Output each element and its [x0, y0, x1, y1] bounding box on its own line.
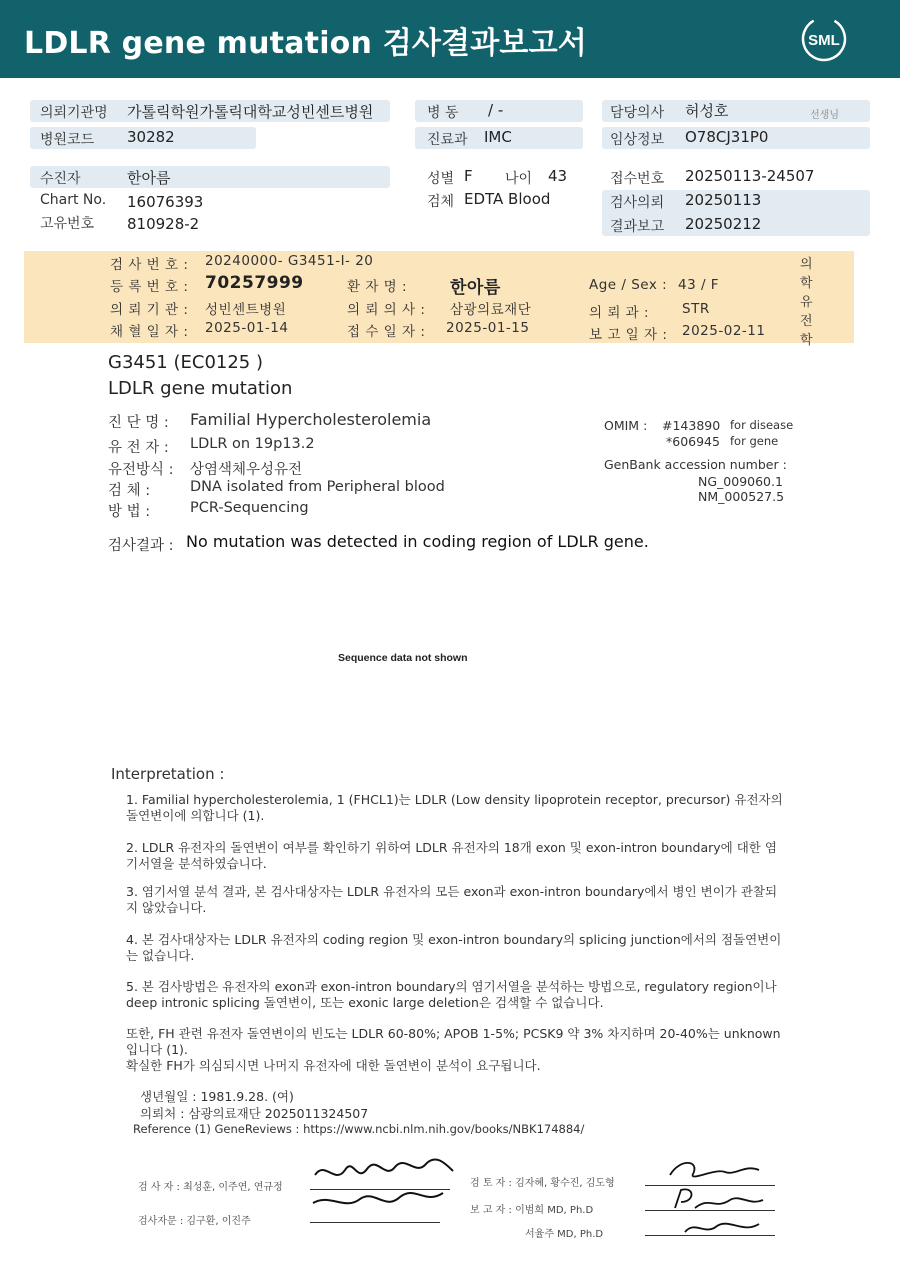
gene-value: LDLR on 19p13.2	[190, 436, 315, 452]
genbank-ng: NG_009060.1	[698, 474, 783, 489]
doctor-value: 허성호	[685, 102, 729, 120]
omim-disease-for: for disease	[730, 418, 794, 432]
birth-date: 생년월일 : 1981.9.28. (여)	[140, 1089, 294, 1104]
specimen-value-2: DNA isolated from Peripheral blood	[190, 479, 445, 495]
band-dept-label: 의 뢰 과 :	[589, 305, 650, 321]
omim-disease: #143890	[662, 418, 721, 433]
band-req-doc-label: 의 뢰 의 사 :	[347, 302, 426, 318]
advisor-names: 검사자문 : 김구환, 이진주	[138, 1216, 251, 1227]
receipt-value: 20250113-24507	[685, 167, 815, 185]
specimen-value: EDTA Blood	[464, 190, 551, 208]
interpretation-title: Interpretation :	[111, 765, 225, 783]
omim-label: OMIM :	[604, 418, 648, 433]
interpretation-item-4: 4. 본 검사대상자는 LDLR 유전자의 coding region 및 exon-intron boundary의 splicing junction에서의 점돌연변이는 없습니다.	[126, 932, 782, 963]
header-bar	[0, 0, 900, 78]
chart-value: 16076393	[127, 193, 204, 211]
reference: Reference (1) GeneReviews : https://www.ncbi.nlm.nih.gov/books/NBK174884/	[133, 1122, 585, 1136]
ward-value: / -	[488, 101, 504, 119]
band-test-no-label: 검 사 번 호 :	[110, 257, 189, 273]
patient-name-value: 한아름	[127, 169, 171, 187]
tester-names: 검 사 자 : 최성훈, 이주연, 연규정	[138, 1182, 283, 1193]
band-recv-label: 접 수 일 자 :	[347, 324, 426, 340]
band-reg-no: 70257999	[205, 273, 304, 293]
tester-signature	[305, 1145, 465, 1235]
report-title: LDLR gene mutation 검사결과보고서	[24, 26, 587, 61]
band-patient: 한아름	[450, 278, 501, 298]
dept-value: IMC	[484, 128, 512, 146]
band-test-no: 20240000- G3451-I- 20	[205, 253, 374, 269]
band-vertical-char: 학	[800, 276, 813, 291]
patient-name-label: 수진자	[40, 171, 81, 187]
interpretation-note: 또한, FH 관련 유전자 돌연변이의 빈도는 LDLR 60-80%; APOB 1-5%; PCSK9 약 3% 차지하며 20-40%는 unknown 입니다 (1).	[126, 1026, 781, 1057]
band-recv: 2025-01-15	[446, 320, 530, 336]
doctor-label: 담당의사	[610, 105, 665, 121]
band-vertical-char: 유	[800, 295, 813, 310]
patient-name-row	[30, 166, 390, 188]
clinical-label: 임상정보	[610, 132, 665, 148]
ward-label: 병 동	[427, 105, 459, 121]
sml-logo	[800, 15, 848, 63]
test-code: G3451 (EC0125 )	[108, 352, 263, 373]
omim-gene: *606945	[666, 434, 720, 449]
band-patient-label: 환 자 명 :	[347, 279, 408, 295]
band-vertical-char: 의	[800, 257, 813, 272]
band-vertical-char: 학	[800, 333, 813, 348]
test-name: LDLR gene mutation	[108, 378, 293, 399]
reviewer-signature	[655, 1150, 775, 1242]
specimen-label: 검체	[427, 194, 455, 210]
diagnosis-value: Familial Hypercholesterolemia	[190, 410, 432, 429]
age-label: 나이	[505, 171, 533, 187]
report-date-value: 20250212	[685, 215, 762, 233]
test-request-label: 검사의뢰	[610, 195, 665, 211]
reviewer-names: 검 토 자 : 김자혜, 황수진, 김도형	[470, 1178, 615, 1189]
specimen-label-2: 검 체 :	[108, 483, 151, 499]
inheritance-value: 상염색체우성유전	[190, 462, 303, 478]
result-label: 검사결과 :	[108, 538, 174, 554]
uid-label: 고유번호	[40, 216, 95, 232]
gene-label: 유 전 자 :	[108, 440, 169, 456]
institution-value: 가톨릭학원가톨릭대학교성빈센트병원	[127, 103, 374, 121]
genbank-nm: NM_000527.5	[698, 489, 785, 504]
omim-gene-for: for gene	[730, 434, 779, 448]
clinical-value: O78CJ31P0	[685, 128, 769, 146]
band-inst: 성빈센트병원	[205, 302, 287, 318]
client-info: 의뢰처 : 삼광의료재단 2025011324507	[140, 1106, 369, 1121]
sex-label: 성별	[427, 171, 455, 187]
sequence-note: Sequence data not shown	[338, 652, 468, 664]
hospital-code-value: 30282	[127, 128, 175, 146]
band-vertical-char: 전	[800, 314, 813, 329]
reporter-name: 보 고 자 : 이범희 MD, Ph.D	[470, 1205, 594, 1216]
band-rep: 2025-02-11	[682, 323, 766, 339]
interpretation-note-2: 확실한 FH가 의심되시면 나머지 유전자에 대한 돌연변이 분석이 요구됩니다.	[126, 1058, 541, 1073]
chart-label: Chart No.	[40, 192, 107, 208]
band-draw-label: 채 혈 일 자 :	[110, 324, 189, 340]
band-draw: 2025-01-14	[205, 320, 289, 336]
method-label: 방 법 :	[108, 504, 151, 520]
result-value: No mutation was detected in coding region of LDLR gene.	[186, 532, 649, 551]
svg-text:SML: SML	[808, 32, 840, 49]
band-agesex-label: Age / Sex :	[589, 277, 668, 293]
inheritance-label: 유전방식 :	[108, 462, 174, 478]
dept-label: 진료과	[427, 132, 468, 148]
interpretation-item-5: 5. 본 검사방법은 유전자의 exon과 exon-intron boundary의 염기서열을 분석하는 방법으로, regulatory region이나 deep intronic splicing 돌연변이, 또는 exonic large deletion은 검색할 수 없습니다.	[126, 979, 777, 1010]
institution-label: 의뢰기관명	[40, 105, 108, 121]
interpretation-item-2: 2. LDLR 유전자의 돌연변이 여부를 확인하기 위하여 LDLR 유전자의 18개 exon 및 exon-intron boundary에 대한 염기서열을 분석하였습니다.	[126, 840, 777, 871]
band-reg-no-label: 등 록 번 호 :	[110, 279, 189, 295]
diagnosis-label: 진 단 명 :	[108, 415, 169, 431]
band-req-doc: 삼광의료재단	[450, 302, 532, 318]
interpretation-item-3: 3. 염기서열 분석 결과, 본 검사대상자는 LDLR 유전자의 모든 exon과 exon-intron boundary에서 병인 변이가 관찰되지 않았습니다.	[126, 884, 778, 915]
doctor-suffix: 선생님	[810, 110, 839, 121]
band-rep-label: 보 고 일 자 :	[589, 327, 668, 343]
interpretation-item-1: 1. Familial hypercholesterolemia, 1 (FHCL1)는 LDLR (Low density lipoprotein receptor, precursor) 유전자의 돌연변이에 의합니다 (1).	[126, 792, 783, 823]
report-date-label: 결과보고	[610, 219, 665, 235]
band-dept: STR	[682, 301, 710, 317]
sex-value: F	[464, 167, 473, 185]
test-request-value: 20250113	[685, 191, 762, 209]
hospital-code-label: 병원코드	[40, 132, 95, 148]
uid-value: 810928-2	[127, 215, 200, 233]
receipt-label: 접수번호	[610, 171, 665, 187]
band-agesex: 43 / F	[678, 277, 720, 293]
age-value: 43	[548, 167, 568, 185]
method-value: PCR-Sequencing	[190, 500, 309, 516]
genbank-label: GenBank accession number :	[604, 457, 787, 472]
band-inst-label: 의 뢰 기 관 :	[110, 302, 189, 318]
reporter-name-2: 서율주 MD, Ph.D	[525, 1229, 604, 1240]
